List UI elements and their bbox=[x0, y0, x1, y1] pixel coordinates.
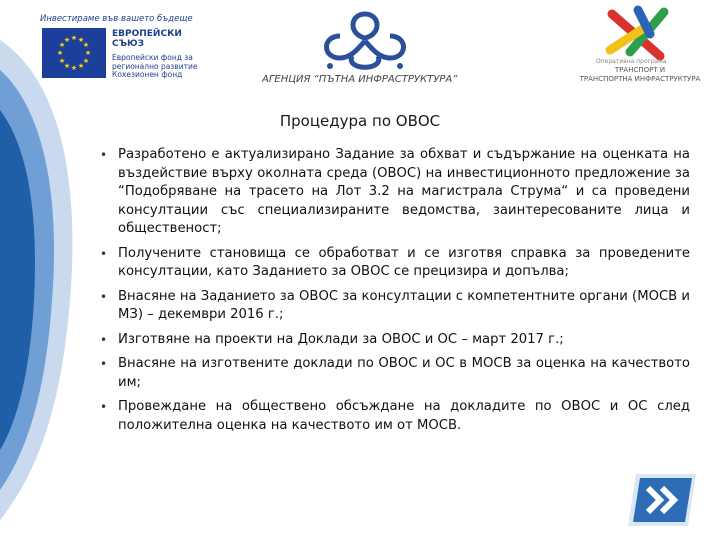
programme-name-line2: ТРАНСПОРТНА ИНФРАСТРУКТУРА bbox=[579, 75, 701, 83]
bullet-icon: • bbox=[100, 246, 108, 261]
svg-text:★: ★ bbox=[82, 41, 90, 49]
programme-name-line1: ТРАНСПОРТ И bbox=[614, 66, 666, 74]
bullet-text: Разработено е актуализирано Задание за обхват и съдържание на оценката на въздействие върху околната среда (ОВОС) на инвестиционното предложение за “Подобряване на трасето на Лот 3.2 на магистрала Струма“ и са проведени консултации със специализираните ведомства, заинтересованите лица и общественост; bbox=[118, 147, 690, 236]
bullet-icon: • bbox=[100, 148, 108, 162]
svg-text:★: ★ bbox=[77, 36, 85, 44]
eu-logo-block bbox=[40, 14, 210, 92]
bullet-item bbox=[98, 398, 690, 435]
eu-fund-line2: регионално развитие bbox=[112, 61, 198, 71]
eu-fund-label bbox=[112, 54, 197, 80]
svg-text:★: ★ bbox=[77, 62, 85, 70]
bullet-item bbox=[98, 288, 690, 325]
eu-fund-line3: Кохезионен фонд bbox=[112, 70, 183, 79]
svg-text:★: ★ bbox=[58, 57, 66, 65]
bullet-item bbox=[98, 331, 690, 350]
eu-union-line2: СЪЮЗ bbox=[112, 39, 145, 49]
svg-text:★: ★ bbox=[56, 49, 64, 57]
bullet-icon: • bbox=[100, 400, 108, 414]
bullet-icon: • bbox=[100, 289, 108, 304]
bullet-list bbox=[98, 146, 690, 441]
svg-text:★: ★ bbox=[63, 62, 71, 70]
bullet-item bbox=[98, 245, 690, 282]
svg-text:★: ★ bbox=[58, 41, 66, 49]
eu-union-line1: ЕВРОПЕЙСКИ bbox=[112, 29, 182, 39]
api-knot-logo-icon bbox=[300, 6, 430, 76]
bullet-icon: • bbox=[100, 332, 108, 347]
slide-title: Процедура по ОВОС bbox=[279, 112, 441, 130]
svg-text:★: ★ bbox=[70, 34, 78, 42]
bullet-text: Внасяне на изготвените доклади по ОВОС и ОС в МОСВ за оценка на качеството им; bbox=[118, 356, 690, 390]
bullet-item bbox=[98, 355, 690, 392]
programme-name bbox=[560, 66, 720, 84]
bullet-text: Провеждане на обществено обсъждане на докладите по ОВОС и ОС след положителна оценка на качеството им от МОСВ. bbox=[118, 399, 690, 433]
svg-text:★: ★ bbox=[82, 57, 90, 65]
api-agency-name: АГЕНЦИЯ “ПЪТНА ИНФРАСТРУКТУРА” bbox=[262, 74, 458, 85]
svg-text:★: ★ bbox=[70, 64, 78, 72]
bullet-text: Изготвяне на проекти на Доклади за ОВОС и ОС – март 2017 г.; bbox=[118, 331, 564, 347]
bullet-icon: • bbox=[100, 357, 108, 371]
eu-union-label bbox=[112, 29, 182, 49]
double-chevron-right-icon bbox=[628, 474, 696, 526]
bullet-text: Внасяне на Заданието за ОВОС за консултации с компетентните органи (МОСВ и МЗ) – декември 2016 г.; bbox=[118, 288, 690, 322]
svg-text:★: ★ bbox=[84, 49, 92, 57]
bullet-text: Получените становища се обработват и се изготвя справка за проведените консултации, като Заданието за ОВОС се прецизира и допълва; bbox=[118, 245, 690, 279]
programme-small-label: Оперативна програма bbox=[596, 58, 667, 65]
eu-flag-icon bbox=[42, 28, 106, 78]
eu-fund-line1: Европейски фонд за bbox=[112, 53, 193, 62]
bullet-item bbox=[98, 146, 690, 239]
next-slide-button[interactable] bbox=[626, 470, 706, 530]
svg-text:★: ★ bbox=[63, 36, 71, 44]
eu-tagline: Инвестираме във вашето бъдеще bbox=[40, 14, 193, 24]
